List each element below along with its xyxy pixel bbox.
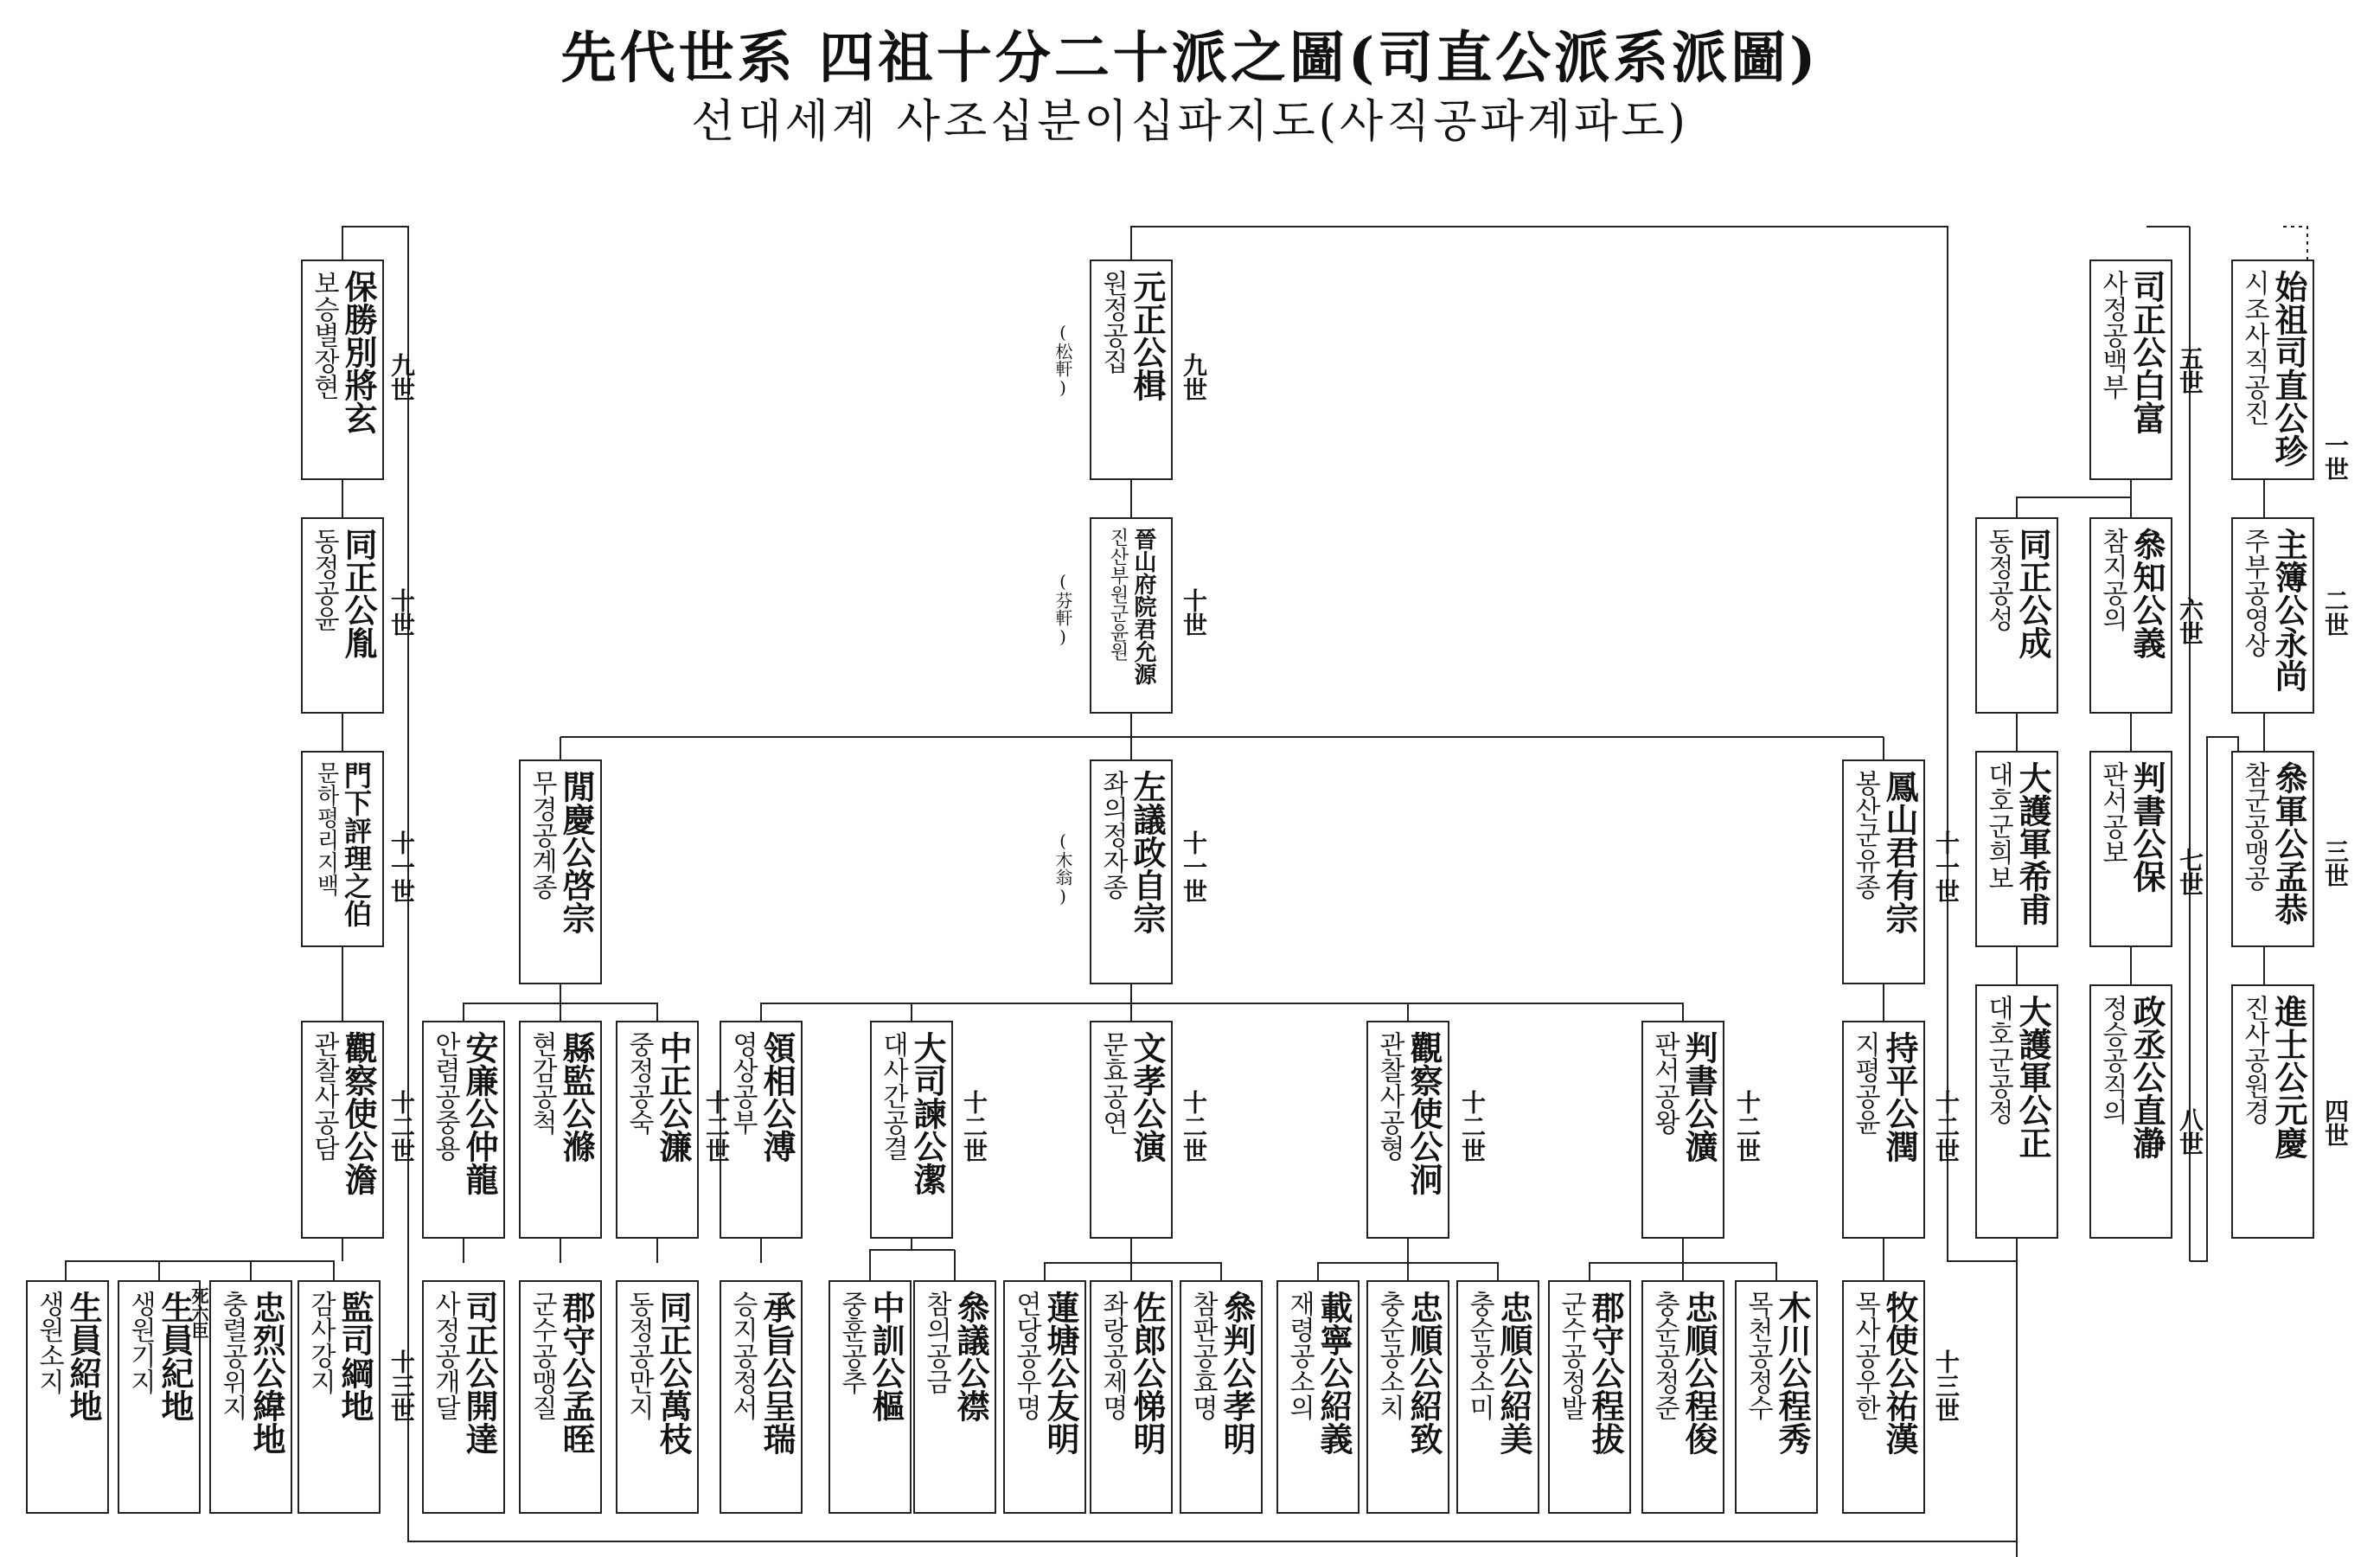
person-hangul: 시조사직공진	[2239, 270, 2269, 426]
person-hanja: 始祖司直公珍	[2269, 270, 2308, 467]
ho-label: (芬軒)	[1052, 571, 1073, 647]
person-hanja: 載寧公紹義	[1315, 1291, 1353, 1455]
person-panseo-bo	[2089, 751, 2172, 947]
person-hangul: 충순공소미	[1464, 1291, 1494, 1420]
person-hanja: 叅判公孝明	[1218, 1291, 1257, 1455]
person-hanja: 保勝別將玄	[339, 270, 378, 434]
person-chungsun-soci	[1366, 1280, 1449, 1514]
person-boseung	[301, 260, 384, 480]
person-hanja: 大護軍公正	[2013, 995, 2052, 1159]
person-hanja: 生員紹地	[64, 1291, 103, 1422]
person-champan	[1180, 1280, 1263, 1514]
person-hangul: 정승공직의	[2097, 995, 2127, 1124]
person-hanja: 蓮塘公友明	[1041, 1291, 1080, 1455]
person-hangul: 문효공연	[1097, 1031, 1128, 1135]
person-hangul: 진사공원경	[2239, 995, 2269, 1124]
person-hangul: 판서공왕	[1649, 1031, 1679, 1135]
person-hangul: 충순공소치	[1374, 1291, 1404, 1420]
person-hanja: 牧使公祐漢	[1880, 1291, 1919, 1455]
person-gunsu-maengjil	[519, 1280, 602, 1514]
person-hanja: 郡守公程拔	[1586, 1291, 1625, 1455]
person-hangul: 동정공만지	[624, 1291, 654, 1420]
person-hangul: 판서공보	[2097, 761, 2127, 865]
person-hangul: 생원소지	[34, 1291, 64, 1394]
person-jinsan-buwongun	[1090, 517, 1173, 714]
person-hangul: 참지공의	[2097, 528, 2127, 631]
person-chungnyeol	[209, 1280, 292, 1514]
generation-label: 十一世	[1932, 830, 1961, 903]
generation-label: 十二世	[702, 1090, 731, 1163]
person-hanja: 政丞公直瀞	[2127, 995, 2166, 1159]
person-hangul: 무경공계종	[527, 770, 557, 900]
person-hangul: 보승별장현	[309, 270, 339, 400]
person-hanja: 門下評理之伯	[340, 761, 373, 927]
person-jinsa	[2231, 984, 2314, 1239]
generation-label: 十一世	[1180, 830, 1208, 903]
person-hangul: 충렬공위지	[217, 1291, 247, 1420]
person-hanja: 承旨公呈瑞	[758, 1291, 797, 1455]
person-hanja: 縣監公滌	[557, 1031, 596, 1163]
person-hangul: 관찰사공담	[309, 1031, 339, 1161]
person-hangul: 안렴공중용	[430, 1031, 460, 1161]
person-jeongseung	[2089, 984, 2172, 1239]
person-hanja: 中正公濂	[654, 1031, 693, 1163]
person-hangul: 사정공백부	[2097, 270, 2127, 400]
ho-label: (松軒)	[1052, 322, 1073, 398]
generation-label: 五世	[2176, 346, 2204, 394]
person-dongjeong-manji	[616, 1280, 699, 1514]
person-chungsun-somi	[1456, 1280, 1539, 1514]
person-hangul: 참군공맹공	[2239, 761, 2269, 891]
person-saengwon-soji	[26, 1280, 109, 1514]
person-hanja: 元正公楫	[1128, 270, 1167, 401]
person-hangul: 좌의정자종	[1097, 770, 1128, 900]
person-junghun	[829, 1280, 912, 1514]
person-jwarang	[1090, 1280, 1173, 1514]
person-hanja: 文孝公演	[1128, 1031, 1167, 1163]
person-hanja: 忠烈公緯地	[247, 1291, 286, 1455]
person-wonjeong	[1090, 260, 1173, 480]
person-hanja: 持平公潤	[1880, 1031, 1919, 1163]
person-hanja: 生員紀地	[156, 1291, 195, 1422]
person-hanja: 司正公白富	[2127, 270, 2166, 434]
generation-label: 十二世	[960, 1090, 988, 1163]
person-hanja: 郡守公孟晊	[557, 1291, 596, 1455]
person-hanja: 同正公胤	[339, 528, 378, 659]
person-hanja: 監司綱地	[336, 1291, 374, 1422]
person-hangul: 현감공척	[527, 1031, 557, 1135]
generation-label: 四世	[2321, 1099, 2350, 1147]
generation-label: 十三世	[387, 1349, 416, 1422]
person-hangul: 대호군희보	[1983, 761, 2013, 891]
person-hangul: 원정공집	[1097, 270, 1128, 374]
person-hanja: 領相公溥	[758, 1031, 797, 1163]
person-hyeongam	[519, 1021, 602, 1239]
person-hanja: 木川公程秀	[1773, 1291, 1812, 1455]
person-hanja: 司正公開達	[460, 1291, 499, 1455]
person-chungsun-jeongjun	[1641, 1280, 1724, 1514]
person-jungjeong	[616, 1021, 699, 1239]
person-sajeong-gaedal	[422, 1280, 505, 1514]
person-gwanchalsa-dam	[301, 1021, 384, 1239]
generation-label: 十世	[387, 588, 416, 637]
person-sajeong	[2089, 260, 2172, 480]
person-jipyeong	[1842, 1021, 1925, 1239]
person-hanja: 叅軍公孟恭	[2269, 761, 2308, 926]
person-hangul: 군수공맹질	[527, 1291, 557, 1420]
person-dongjeong-seong	[1975, 517, 2058, 714]
person-hanja: 同正公萬枝	[654, 1291, 693, 1455]
person-yeongsang	[720, 1021, 803, 1239]
person-hangul: 생원기지	[125, 1291, 156, 1394]
person-hangul: 감사강지	[305, 1291, 336, 1394]
chart-title: 先代世系 四祖十分二十派之圖(司直公派系派圖)	[560, 26, 1820, 91]
person-founder-sajik	[2231, 260, 2314, 480]
person-hangul: 관찰사공형	[1374, 1031, 1404, 1161]
generation-label: 七世	[2176, 848, 2204, 896]
person-hanja: 進士公元慶	[2269, 995, 2308, 1159]
generation-label: 十二世	[1733, 1090, 1762, 1163]
person-hanja: 叅知公義	[2127, 528, 2166, 659]
person-hanja: 忠順公程俊	[1679, 1291, 1718, 1455]
person-jaeryeong	[1276, 1280, 1360, 1514]
generation-label: 二世	[2321, 588, 2350, 637]
person-daesagan	[870, 1021, 953, 1239]
generation-label: 十二世	[1458, 1090, 1487, 1163]
person-hanja: 叅議公襟	[951, 1291, 990, 1422]
generation-label: 八世	[2176, 1107, 2204, 1156]
person-hanja: 觀察使公澹	[339, 1031, 378, 1195]
generation-label: 十三世	[1932, 1349, 1961, 1422]
person-hangul: 동정공윤	[309, 528, 339, 631]
generation-label: 十一世	[387, 830, 416, 903]
person-hangul: 재령공소의	[1284, 1291, 1315, 1420]
person-hanja: 閒慶公啓宗	[557, 770, 596, 934]
person-hangul: 진산부원군윤원	[1107, 528, 1129, 661]
person-mokcheon	[1735, 1280, 1818, 1514]
person-hangul: 중정공숙	[624, 1031, 654, 1135]
person-panseo-wang	[1641, 1021, 1724, 1239]
person-hangul: 문하평리지백	[313, 761, 339, 896]
person-hangul: 사정공개달	[430, 1291, 460, 1420]
person-gwanchalsa-hyeong	[1366, 1021, 1449, 1239]
sayuksin-note: 死六臣	[189, 1287, 209, 1339]
person-hanja: 觀察使公泂	[1404, 1031, 1443, 1195]
chart-subtitle: 선대세계 사조십분이십파지도(사직공파계파도)	[691, 96, 1689, 148]
person-chamgun	[2231, 751, 2314, 947]
person-hanja: 判書公保	[2127, 761, 2166, 893]
person-hangul: 목천공정수	[1743, 1291, 1773, 1420]
person-dongjeong-yun	[301, 517, 384, 714]
generation-label: 九世	[387, 353, 416, 401]
person-hanja: 鳳山君有宗	[1880, 770, 1919, 934]
ho-label: (木翁)	[1052, 830, 1073, 907]
person-jwauijeong	[1090, 759, 1173, 984]
person-hangul: 대호군공정	[1983, 995, 2013, 1124]
generation-label: 十二世	[387, 1090, 416, 1163]
person-hangul: 참의공금	[921, 1291, 951, 1394]
person-munhyo	[1090, 1021, 1173, 1239]
person-gamsa	[298, 1280, 381, 1514]
person-hangul: 영상공부	[727, 1031, 758, 1135]
person-hanja: 忠順公紹美	[1494, 1291, 1533, 1455]
person-yeondang	[1003, 1280, 1086, 1514]
person-hangul: 승지공정서	[727, 1291, 758, 1420]
person-hanja: 忠順公紹致	[1404, 1291, 1443, 1455]
person-munha	[301, 751, 384, 947]
person-hangul: 군수공정발	[1556, 1291, 1586, 1420]
person-daehogun-gongjeong	[1975, 984, 2058, 1239]
person-hanja: 左議政自宗	[1128, 770, 1167, 934]
person-hanja: 大護軍希甫	[2013, 761, 2052, 926]
person-hangul: 지평공윤	[1850, 1031, 1880, 1135]
person-chamui	[913, 1280, 996, 1514]
person-hanja: 佐郎公悌明	[1128, 1291, 1167, 1455]
person-gunsu-jeongbal	[1548, 1280, 1631, 1514]
generation-label: 六世	[2176, 597, 2204, 645]
person-hanja: 同正公成	[2013, 528, 2052, 659]
person-seungji	[720, 1280, 803, 1514]
person-bongsangun	[1842, 759, 1925, 984]
generation-label: 九世	[1180, 353, 1208, 401]
generation-label: 一世	[2321, 432, 2350, 481]
person-hangul: 목사공우한	[1850, 1291, 1880, 1420]
person-hanja: 判書公瀇	[1679, 1031, 1718, 1163]
person-hangul: 좌랑공제명	[1097, 1291, 1128, 1420]
person-hangul: 충순공정준	[1649, 1291, 1679, 1420]
person-anyeom	[422, 1021, 505, 1239]
person-jubu	[2231, 517, 2314, 714]
person-chamji	[2089, 517, 2172, 714]
person-hangul: 동정공성	[1983, 528, 2013, 631]
person-hangul: 대사간공결	[878, 1031, 908, 1161]
person-hangul: 참판공효명	[1187, 1291, 1218, 1420]
person-hanja: 晉山府院君允源	[1130, 528, 1156, 685]
generation-label: 十二世	[1932, 1090, 1961, 1163]
person-hangul: 봉산군유종	[1850, 770, 1880, 900]
generation-label: 十二世	[1180, 1090, 1208, 1163]
person-hanja: 大司諫公潔	[908, 1031, 947, 1195]
person-mungyeong	[519, 759, 602, 984]
person-hanja: 主簿公永尚	[2269, 528, 2308, 692]
person-daehogun-huibo	[1975, 751, 2058, 947]
person-hanja: 安廉公仲龍	[460, 1031, 499, 1195]
person-hanja: 中訓公樞	[867, 1291, 905, 1422]
person-hangul: 연당공우명	[1011, 1291, 1041, 1420]
person-hangul: 중훈공추	[836, 1291, 867, 1394]
generation-label: 三世	[2321, 839, 2350, 887]
person-hangul: 주부공영상	[2239, 528, 2269, 657]
generation-label: 十世	[1180, 588, 1208, 637]
person-moksa	[1842, 1280, 1925, 1514]
